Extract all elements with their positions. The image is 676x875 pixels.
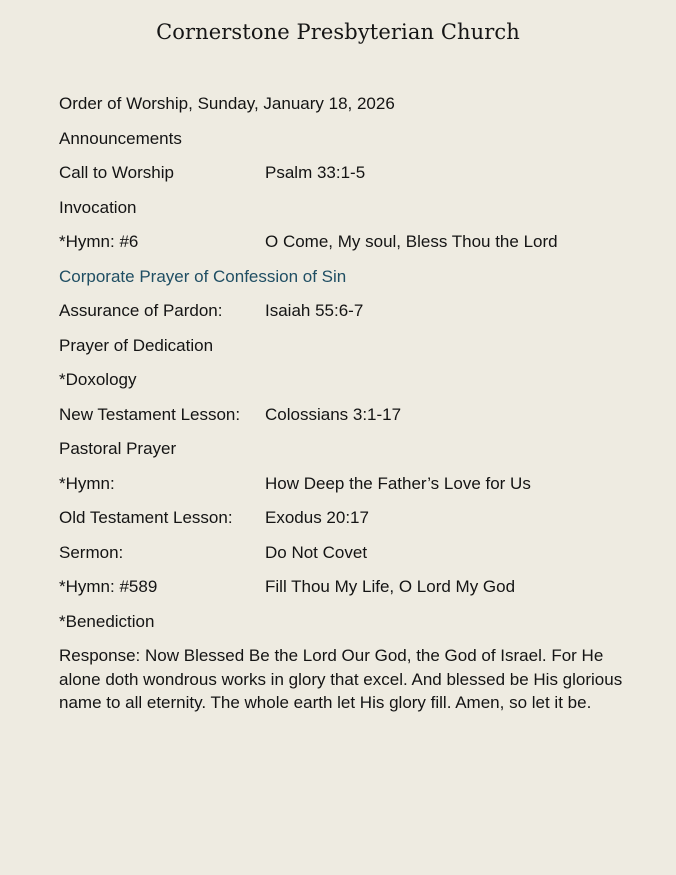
service-date-line xyxy=(59,93,639,128)
worship-item-call-to-worship xyxy=(59,162,639,197)
order-of-worship xyxy=(59,93,639,715)
worship-item-pastoral-prayer xyxy=(59,438,639,473)
item-value: Fill Thou My Life, O Lord My God xyxy=(265,577,516,596)
item-label: Old Testament Lesson: xyxy=(59,508,233,527)
response-paragraph: Response: Now Blessed Be the Lord Our God, the God of Israel. For He alone doth wondrous works in glory that excel. And blessed be His glorious name to all eternity. The whole earth let His glory fill. Amen, so let it be. xyxy=(59,646,623,712)
item-label: *Hymn: #6 xyxy=(59,232,139,251)
item-label: Sermon: xyxy=(59,542,124,562)
item-label: Corporate Prayer of Confession of Sin xyxy=(59,266,347,286)
worship-item-announcements xyxy=(59,128,639,163)
item-value: O Come, My soul, Bless Thou the Lord xyxy=(265,232,558,251)
item-label: *Benediction xyxy=(59,611,155,631)
worship-item-hymn-6 xyxy=(59,231,639,266)
item-value: Exodus 20:17 xyxy=(265,508,369,527)
item-value: Colossians 3:1-17 xyxy=(265,404,402,424)
church-title: Cornerstone Presbyterian Church xyxy=(156,20,520,44)
item-label: *Doxology xyxy=(59,370,137,389)
item-label: Pastoral Prayer xyxy=(59,439,177,458)
item-value: Psalm 33:1-5 xyxy=(265,163,366,182)
item-value: Isaiah 55:6-7 xyxy=(265,301,364,320)
worship-item-ot-lesson xyxy=(59,507,639,542)
worship-item-dedication xyxy=(59,335,639,370)
item-value: Do Not Covet xyxy=(265,542,368,562)
item-label: Assurance of Pardon: xyxy=(59,301,223,320)
worship-item-invocation xyxy=(59,197,639,232)
worship-item-hymn xyxy=(59,473,639,508)
worship-item-nt-lesson xyxy=(59,404,639,439)
item-label: Invocation xyxy=(59,197,137,217)
item-label: New Testament Lesson: xyxy=(59,404,241,424)
item-value: How Deep the Father’s Love for Us xyxy=(265,473,531,493)
worship-item-doxology xyxy=(59,369,639,404)
worship-item-assurance xyxy=(59,300,639,335)
item-label: *Hymn: #589 xyxy=(59,577,158,596)
item-label: *Hymn: xyxy=(59,473,115,493)
worship-item-benediction xyxy=(59,611,639,646)
worship-item-confession xyxy=(59,266,639,301)
worship-item-sermon xyxy=(59,542,639,577)
item-label: Prayer of Dedication xyxy=(59,335,214,355)
item-label: Announcements xyxy=(59,128,182,148)
item-label: Call to Worship xyxy=(59,163,174,182)
worship-item-hymn-589 xyxy=(59,576,639,611)
service-date: Order of Worship, Sunday, January 18, 2026 xyxy=(59,94,395,113)
